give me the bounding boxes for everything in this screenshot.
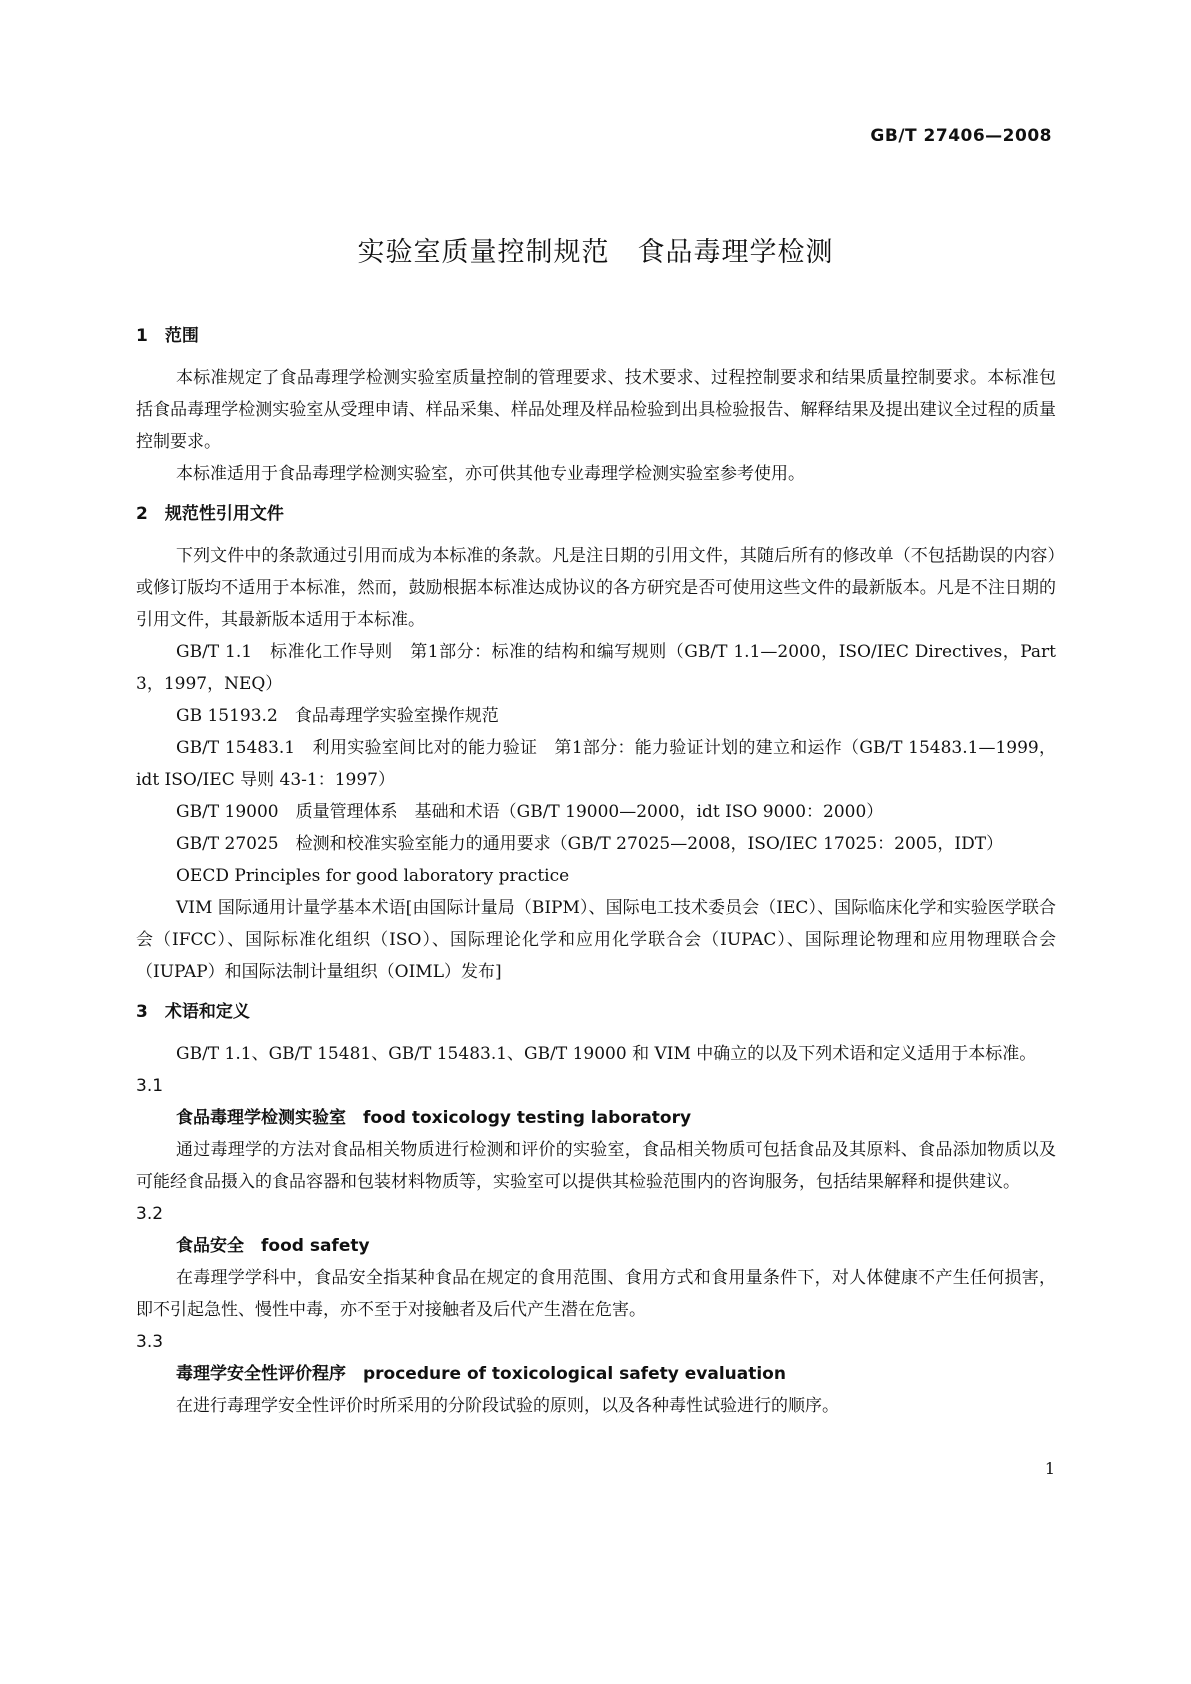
section-3-heading: 3 术语和定义 [136, 1002, 250, 1022]
term-definition: 在毒理学学科中，食品安全指某种食品在规定的食用范围、食用方式和食用量条件下，对人体健康不产生任何损害，即不引起急性、慢性中毒，亦不至于对接触者及后代产生潜在危害。 [136, 1268, 1056, 1320]
reference-item: GB/T 27025 检测和校准实验室能力的通用要求（GB/T 27025—2008，ISO/IEC 17025：2005，IDT） [176, 834, 1004, 854]
clause-number: 3.2 [136, 1204, 164, 1224]
reference-item: GB/T 15483.1 利用实验室间比对的能力验证 第1部分：能力验证计划的建立和运作（GB/T 15483.1—1999，idt ISO/IEC 导则 43-1：1997） [136, 738, 1056, 790]
term-title: 食品毒理学检测实验室 food toxicology testing laboratory [176, 1108, 692, 1128]
term-title: 食品安全 food safety [176, 1236, 370, 1256]
page-number: 1 [1044, 1459, 1055, 1478]
clause-number: 3.3 [136, 1332, 164, 1352]
section-3-intro: GB/T 1.1、GB/T 15481、GB/T 15483.1、GB/T 19000 和 VIM 中确立的以及下列术语和定义适用于本标准。 [176, 1044, 1037, 1064]
section-1-paragraph-1: 本标准规定了食品毒理学检测实验室质量控制的管理要求、技术要求、过程控制要求和结果质量控制要求。本标准包括食品毒理学检测实验室从受理申请、样品采集、样品处理及样品检验到出具检验报告、解释结果及提出建议全过程的质量控制要求。 [136, 368, 1056, 452]
standard-code: GB/T 27406—2008 [870, 126, 1052, 146]
term-title: 毒理学安全性评价程序 procedure of toxicological safety evaluation [176, 1364, 786, 1384]
term-definition: 通过毒理学的方法对食品相关物质进行检测和评价的实验室，食品相关物质可包括食品及其原料、食品添加物质以及可能经食品摄入的食品容器和包装材料物质等，实验室可以提供其检验范围内的咨询服务，包括结果解释和提供建议。 [136, 1140, 1056, 1192]
section-1-paragraph-2: 本标准适用于食品毒理学检测实验室，亦可供其他专业毒理学检测实验室参考使用。 [176, 464, 805, 484]
reference-item: VIM 国际通用计量学基本术语[由国际计量局（BIPM）、国际电工技术委员会（IEC）、国际临床化学和实验医学联合会（IFCC）、国际标准化组织（ISO）、国际理论化学和应用化学联合会（IUPAC）、国际理论物理和应用物理联合会（IUPAP）和国际法制计量组织（OIML）发布] [136, 898, 1056, 982]
section-2-intro: 下列文件中的条款通过引用而成为本标准的条款。凡是注日期的引用文件，其随后所有的修改单（不包括勘误的内容）或修订版均不适用于本标准，然而，鼓励根据本标准达成协议的各方研究是否可使用这些文件的最新版本。凡是不注日期的引用文件，其最新版本适用于本标准。 [136, 546, 1056, 630]
reference-item: OECD Principles for good laboratory practice [176, 866, 570, 886]
term-definition: 在进行毒理学安全性评价时所采用的分阶段试验的原则，以及各种毒性试验进行的顺序。 [176, 1396, 839, 1416]
document-body [136, 320, 1056, 1422]
reference-item: GB 15193.2 食品毒理学实验室操作规范 [176, 706, 499, 726]
clause-number: 3.1 [136, 1076, 164, 1096]
document-title: 实验室质量控制规范 食品毒理学检测 [357, 237, 834, 268]
section-2-heading: 2 规范性引用文件 [136, 504, 284, 524]
reference-item: GB/T 1.1 标准化工作导则 第1部分：标准的结构和编写规则（GB/T 1.1—2000，ISO/IEC Directives，Part 3，1997，NEQ） [136, 642, 1056, 694]
section-1-heading: 1 范围 [136, 326, 199, 346]
reference-item: GB/T 19000 质量管理体系 基础和术语（GB/T 19000—2000，idt ISO 9000：2000） [176, 802, 884, 822]
